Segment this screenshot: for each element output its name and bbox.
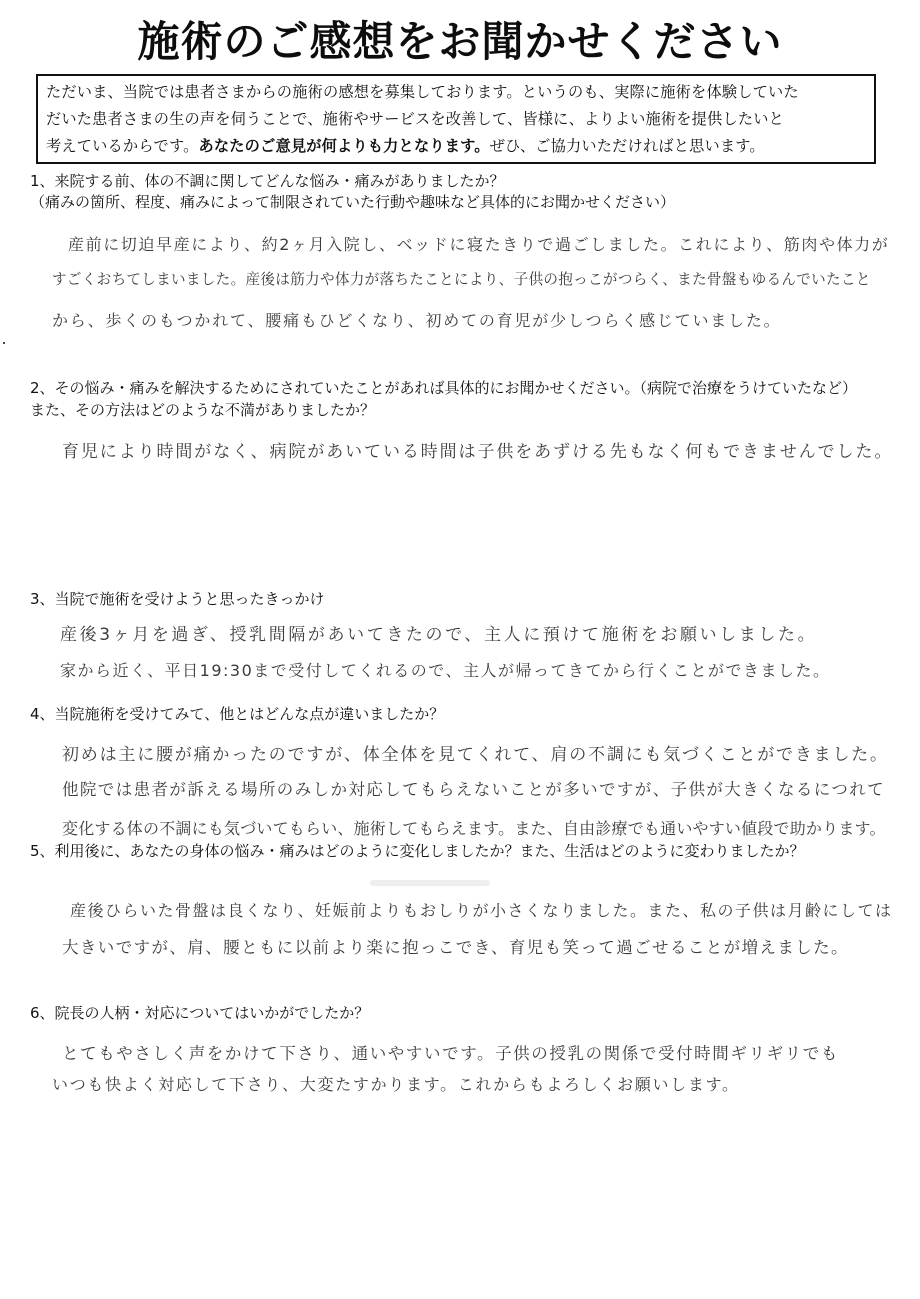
- question-4-label: 4、当院施術を受けてみて、他とはどんな点が違いましたか？: [30, 705, 445, 723]
- answer-4-line-2: 他院では患者が訴える場所のみしか対応してもらえないことが多いですが、子供が大きくなるにつれて: [62, 780, 886, 799]
- question-3-label: 3、当院で施術を受けようと思ったきっかけ: [30, 590, 325, 608]
- page-title: 施術のご感想をお聞かせください: [137, 17, 783, 66]
- answer-1-line-1: 産前に切迫早産により、約2ヶ月入院し、ベッドに寝たきりで過ごしました。これにより、筋肉や体力が: [68, 235, 890, 254]
- answer-1-line-3: から、歩くのもつかれて、腰痛もひどくなり、初めての育児が少しつらく感じていました。: [52, 311, 782, 330]
- answer-3-line-2: 家から近く、平日19:30まで受付してくれるので、主人が帰ってきてから行くことができました。: [60, 661, 831, 680]
- answer-4-line-3: 変化する体の不調にも気づいてもらい、施術してもらえます。また、自由診療でも通いやすい値段で助かります。: [62, 819, 886, 838]
- intro-box: [36, 74, 876, 164]
- intro-line-3-bold: あなたのご意見が何よりも力となります。: [198, 137, 490, 155]
- answer-5-line-2: 大きいですが、肩、腰ともに以前より楽に抱っこでき、育児も笑って過ごせることが増えました。: [62, 938, 849, 957]
- question-2-sub: また、その方法はどのような不満がありましたか？: [30, 401, 376, 419]
- answer-1-line-2: すごくおちてしまいました。産後は筋力や体力が落ちたことにより、子供の抱っこがつらく、また骨盤もゆるんでいたこと: [52, 271, 871, 288]
- intro-line-3-normal: 考えているからです。: [46, 137, 199, 155]
- answer-4-line-1: 初めは主に腰が痛かったのですが、体全体を見てくれて、肩の不調にも気づくことができました。: [62, 745, 889, 765]
- intro-line-1: ただいま、当院では患者さまからの施術の感想を募集しております。というのも、実際に施術を体験していた: [46, 83, 799, 101]
- answer-2-line-1: 育児により時間がなく、病院があいている時間は子供をあずける先もなく何もできませんでした。: [62, 442, 894, 462]
- question-1-label: 1、来院する前、体の不調に関してどんな悩み・痛みがありましたか？: [30, 172, 505, 190]
- intro-line-3-tail: ぜひ、ご協力いただければと思います。: [489, 137, 765, 155]
- intro-line-2: だいた患者さまの生の声を伺うことで、施術やサービスを改善して、皆様に、よりよい施術を提供したいと: [46, 110, 784, 128]
- speck: [3, 342, 5, 344]
- question-6-label: 6、院長の人柄・対応についてはいかがでしたか？: [30, 1004, 370, 1022]
- answer-3-line-1: 産後3ヶ月を過ぎ、授乳間隔があいてきたので、主人に預けて施術をお願いしました。: [60, 625, 818, 645]
- answer-6-line-1: とてもやさしく声をかけて下さり、通いやすいです。子供の授乳の関係で受付時間ギリギリでも: [62, 1044, 839, 1063]
- answer-6-line-2: いつも快よく対応して下さり、大変たすかります。これからもよろしくお願いします。: [52, 1075, 740, 1094]
- paper-smudge: [370, 880, 490, 886]
- question-1-sub: （痛みの箇所、程度、痛みによって制限されていた行動や趣味など具体的にお聞かせください）: [30, 193, 676, 211]
- answer-5-line-1: 産後ひらいた骨盤は良くなり、妊娠前よりもおしりが小さくなりました。また、私の子供は月齢にしては: [70, 901, 893, 920]
- intro-line-3: [46, 133, 866, 160]
- question-5-label: 5、利用後に、あなたの身体の悩み・痛みはどのように変化しましたか？また、生活はどのように変わりましたか？: [30, 842, 805, 860]
- question-2-label: 2、その悩み・痛みを解決するためにされていたことがあれば具体的にお聞かせください。（病院で治療をうけていたなど）: [30, 379, 858, 397]
